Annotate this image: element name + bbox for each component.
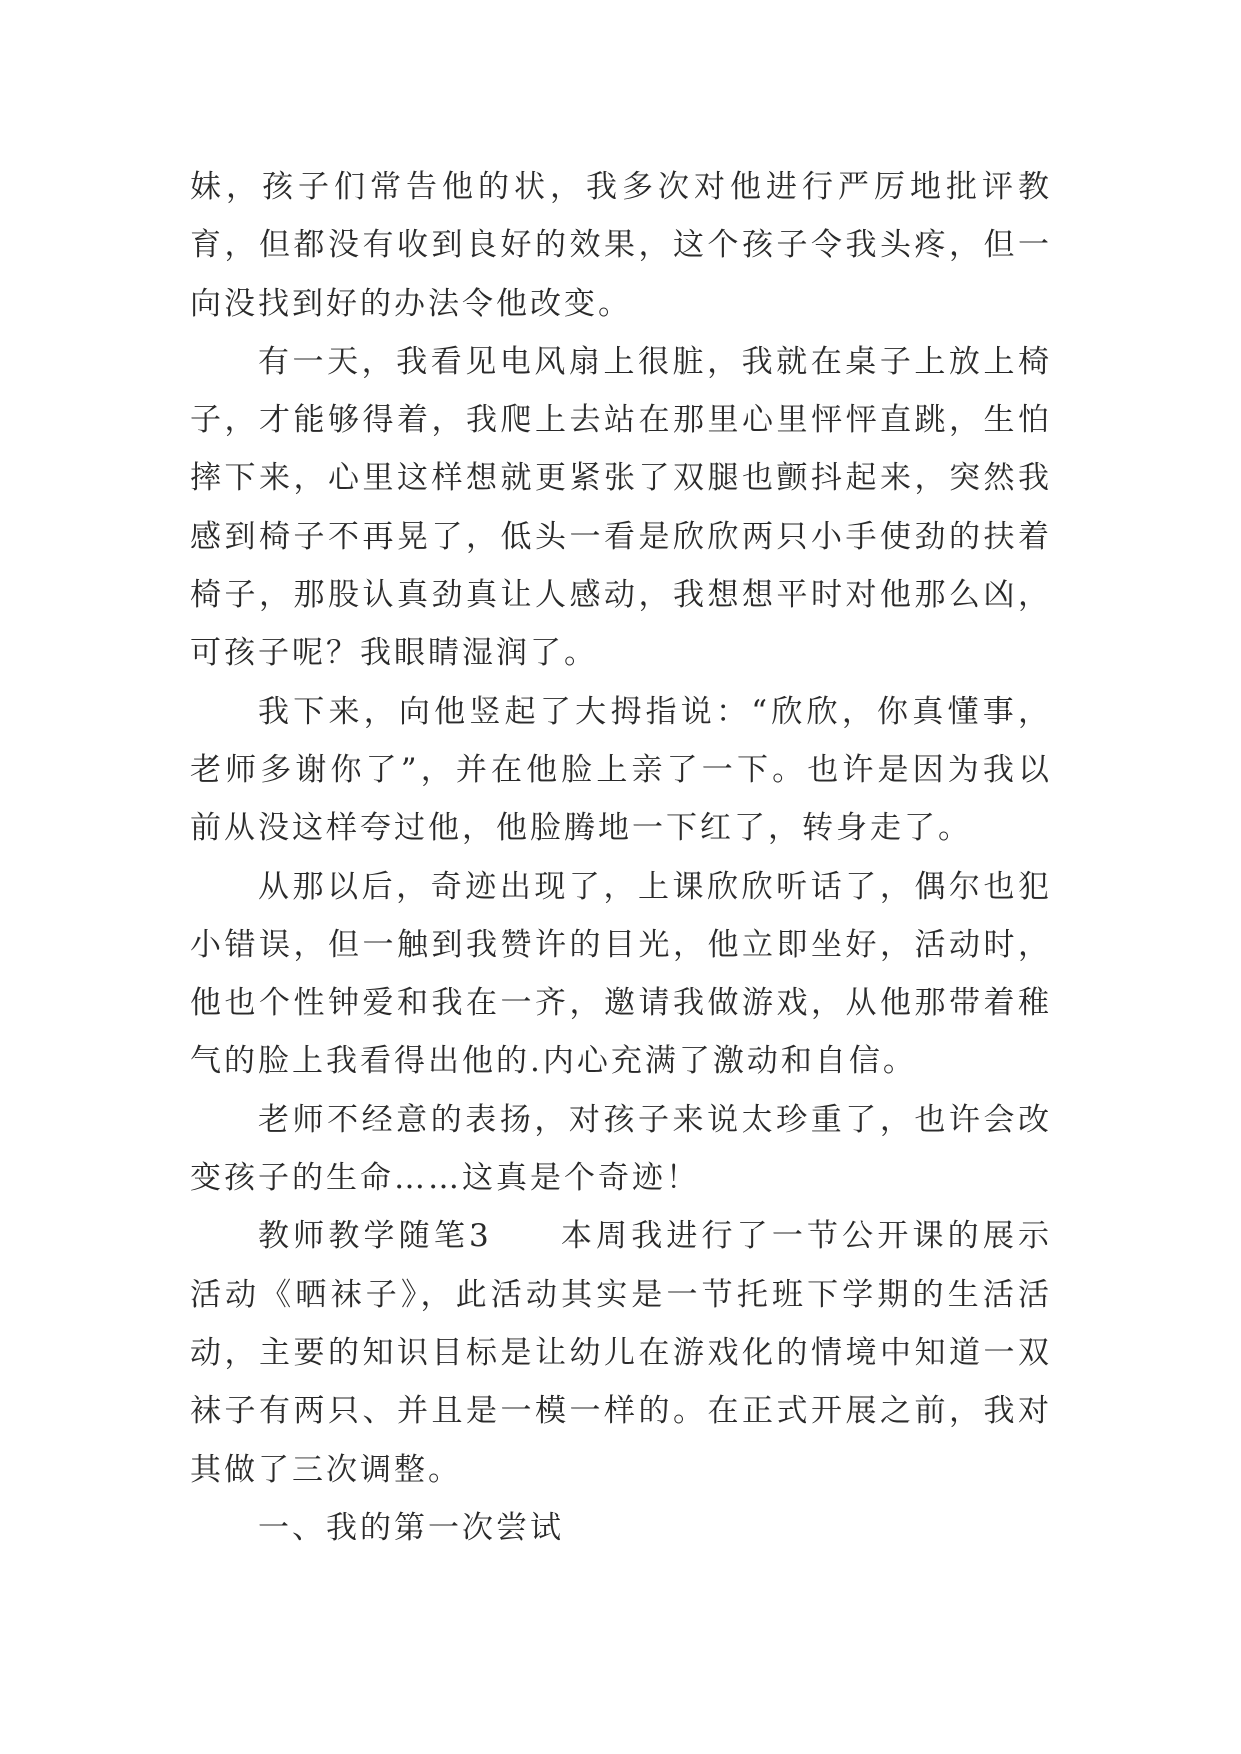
paragraph-6: [190, 1207, 1052, 1498]
paragraph-7-heading: 一、我的第一次尝试: [258, 1509, 564, 1546]
document-body: [190, 158, 1052, 1557]
paragraph-2: 有一天，我看见电风扇上很脏，我就在桌子上放上椅子，才能够得着，我爬上去站在那里心里怦怦直跳，生怕摔下来，心里这样想就更紧张了双腿也颤抖起来，突然我感到椅子不再晃了，低头一看是欣欣两只小手使劲的扶着椅子，那股认真劲真让人感动，我想想平时对他那么凶，可孩子呢？我眼睛湿润了。: [190, 343, 1052, 672]
section-body: 本周我进行了一节公开课的展示活动《晒袜子》，此活动其实是一节托班下学期的生活活动，主要的知识目标是让幼儿在游戏化的情境中知道一双袜子有两只、并且是一模一样的。在正式开展之前，我对其做了三次调整。: [190, 1218, 1052, 1488]
section-title: 教师教学随笔3: [258, 1218, 492, 1255]
paragraph-3: 我下来，向他竖起了大拇指说：“欣欣，你真懂事，老师多谢你了”，并在他脸上亲了一下。也许是因为我以前从没这样夸过他，他脸腾地一下红了，转身走了。: [190, 693, 1052, 847]
paragraph-1: 妹，孩子们常告他的状，我多次对他进行严厉地批评教育，但都没有收到良好的效果，这个孩子令我头疼，但一向没找到好的办法令他改变。: [190, 169, 1052, 322]
paragraph-5: 老师不经意的表扬，对孩子来说太珍重了，也许会改变孩子的生命……这真是个奇迹！: [190, 1101, 1052, 1197]
paragraph-4: 从那以后，奇迹出现了，上课欣欣听话了，偶尔也犯小错误，但一触到我赞许的目光，他立即坐好，活动时，他也个性钟爱和我在一齐，邀请我做游戏，从他那带着稚气的脸上我看得出他的.内心充满了激动和自信。: [190, 868, 1052, 1080]
